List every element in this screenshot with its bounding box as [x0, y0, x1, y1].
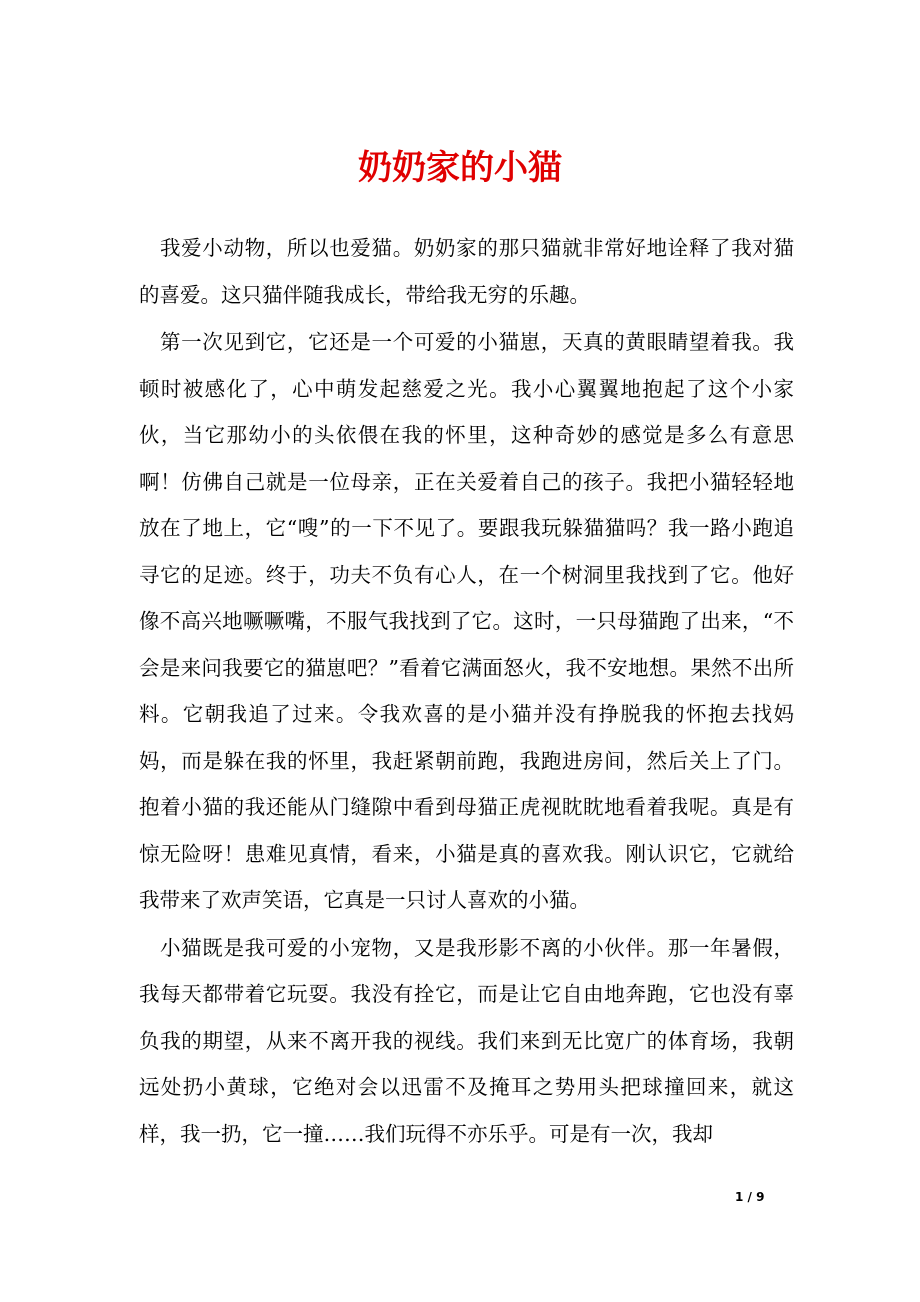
- paragraph-2: 第一次见到它，它还是一个可爱的小猫崽，天真的黄眼睛望着我。我顿时被感化了，心中萌发起慈爱之光。我小心翼翼地抱起了这个小家伙，当它那幼小的头依偎在我的怀里，这种奇妙的感觉是多么有意思啊！仿佛自己就是一位母亲，正在关爱着自己的孩子。我把小猫轻轻地放在了地上，它“嗖”的一下不见了。要跟我玩躲猫猫吗？我一路小跑追寻它的足迹。终于，功夫不负有心人，在一个树洞里我找到了它。他好像不高兴地噘噘嘴，不服气我找到了它。这时，一只母猫跑了出来，“不会是来问我要它的猫崽吧？”看着它满面怒火，我不安地想。果然不出所料。它朝我追了过来。令我欢喜的是小猫并没有挣脱我的怀抱去找妈妈，而是躲在我的怀里，我赶紧朝前跑，我跑进房间，然后关上了门。抱着小猫的我还能从门缝隙中看到母猫正虎视眈眈地看着我呢。真是有惊无险呀！患难见真情，看来，小猫是真的喜欢我。刚认识它，它就给我带来了欢声笑语，它真是一只讨人喜欢的小猫。: [139, 330, 794, 912]
- page-number: 1 / 9: [735, 1190, 765, 1204]
- paragraph-3: 小猫既是我可爱的小宠物，又是我形影不离的小伙伴。那一年暑假，我每天都带着它玩耍。我没有拴它，而是让它自由地奔跑，它也没有辜负我的期望，从来不离开我的视线。我们来到无比宽广的体育场，我朝远处扔小黄球，它绝对会以迅雷不及掩耳之势用头把球撞回来，就这样，我一扔，它一撞……我们玩得不亦乐乎。可是有一次，我却: [139, 935, 794, 1146]
- document-body: [139, 225, 794, 1157]
- document-title: 奶奶家的小猫: [358, 148, 562, 188]
- paragraph-1: 我爱小动物，所以也爱猫。奶奶家的那只猫就非常好地诠释了我对猫的喜爱。这只猫伴随我成长，带给我无穷的乐趣。: [139, 236, 794, 307]
